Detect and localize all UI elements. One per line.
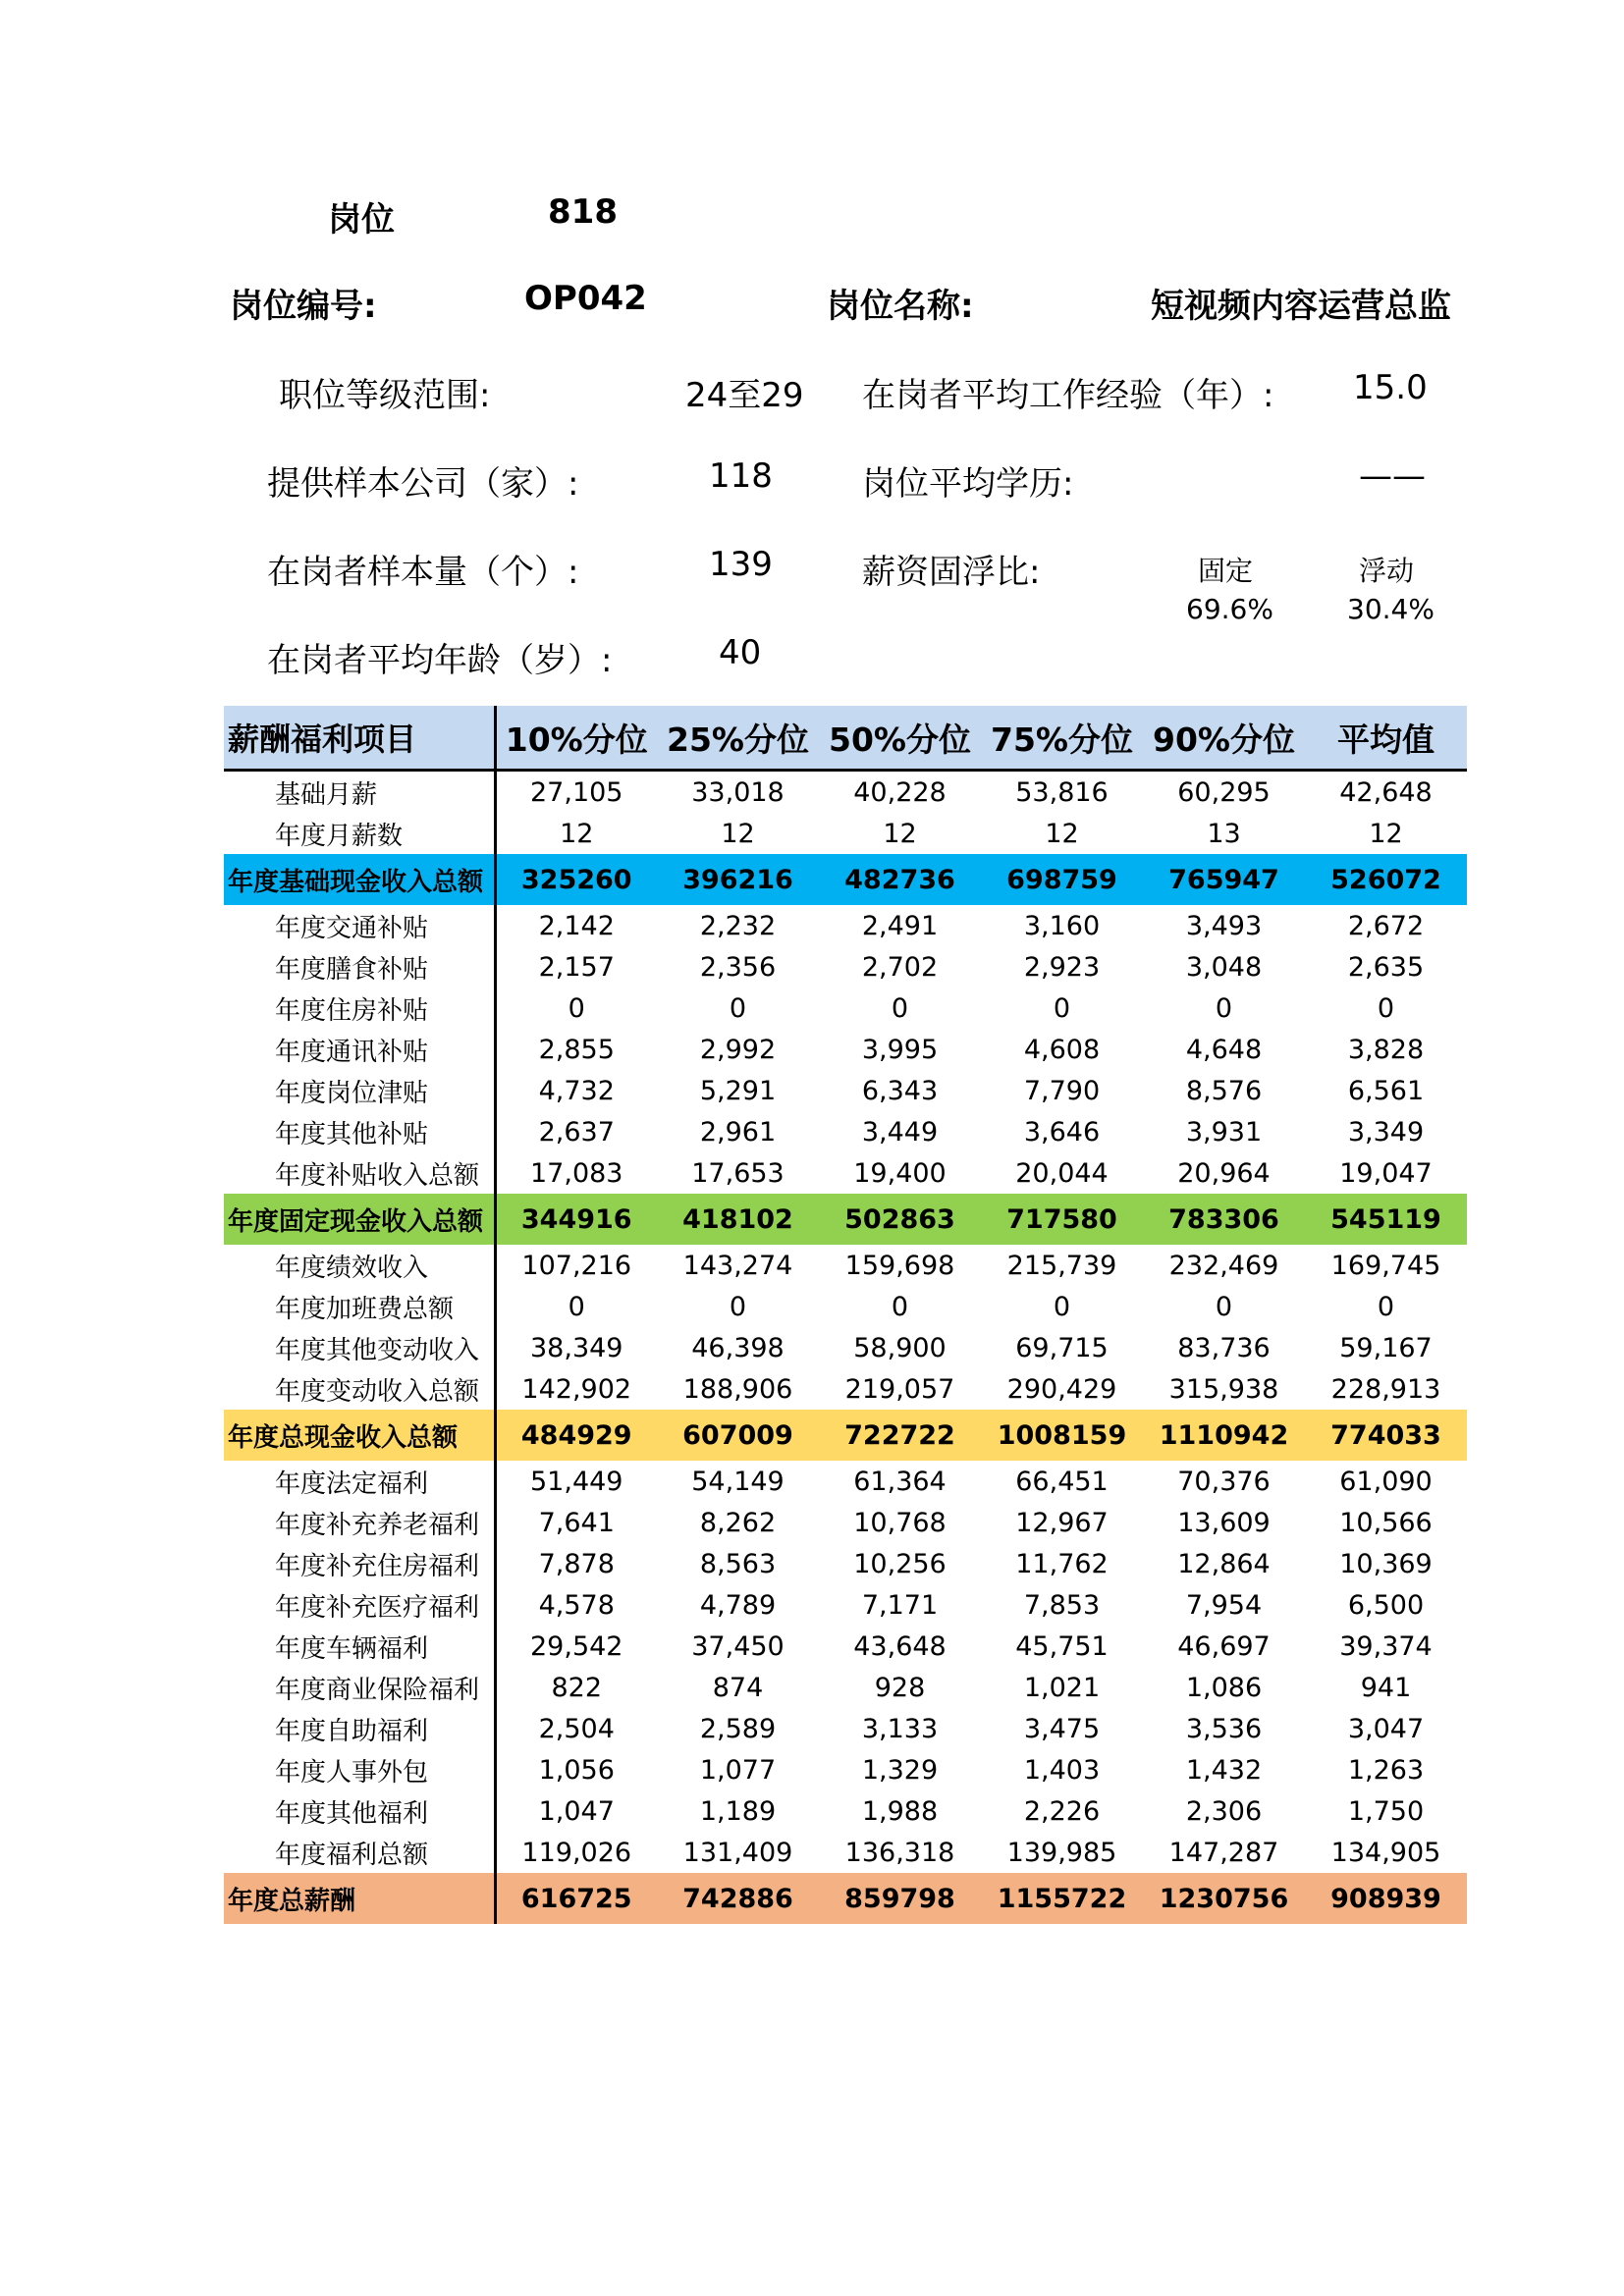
table-cell: 0 xyxy=(1053,992,1071,1024)
table-cell: 4,732 xyxy=(538,1075,615,1106)
table-cell: 12,864 xyxy=(1177,1548,1271,1579)
table-cell: 2,672 xyxy=(1347,910,1425,941)
table-cell: 17,653 xyxy=(691,1157,785,1189)
table-row xyxy=(224,771,1467,814)
row-label: 年度商业保险福利 xyxy=(224,1667,495,1708)
summary-row xyxy=(224,1410,1467,1461)
table-row xyxy=(224,1626,1467,1667)
table-row xyxy=(224,1584,1467,1626)
row-label: 年度其他福利 xyxy=(224,1790,495,1832)
table-cell: 143,274 xyxy=(682,1250,793,1281)
table-cell: 12 xyxy=(1045,818,1079,849)
companies-value: 118 xyxy=(709,456,773,496)
table-cell: 27,105 xyxy=(530,776,623,808)
table-cell: 58,900 xyxy=(853,1332,947,1363)
table-row xyxy=(224,988,1467,1029)
table-cell: 10,369 xyxy=(1339,1548,1433,1579)
column-header: 10%分位 xyxy=(495,706,657,771)
table-cell: 1,403 xyxy=(1023,1754,1101,1786)
table-cell: 19,047 xyxy=(1339,1157,1433,1189)
post-label: 岗位 xyxy=(328,200,395,240)
table-row xyxy=(224,1832,1467,1873)
row-label: 年度补充医疗福利 xyxy=(224,1584,495,1626)
table-cell: 46,697 xyxy=(1177,1630,1271,1662)
table-cell: 169,745 xyxy=(1330,1250,1441,1281)
table-cell: 10,256 xyxy=(853,1548,947,1579)
table-cell: 315,938 xyxy=(1168,1373,1279,1405)
table-cell: 188,906 xyxy=(682,1373,793,1405)
table-cell: 228,913 xyxy=(1330,1373,1441,1405)
table-cell: 2,992 xyxy=(699,1034,777,1065)
row-label: 年度通讯补贴 xyxy=(224,1029,495,1070)
table-cell: 53,816 xyxy=(1015,776,1109,808)
table-cell: 139,985 xyxy=(1006,1837,1117,1868)
table-cell: 0 xyxy=(729,992,747,1024)
row-label: 年度法定福利 xyxy=(224,1461,495,1502)
post-name-value: 短视频内容运营总监 xyxy=(1151,287,1451,326)
education-label: 岗位平均学历: xyxy=(862,464,1074,504)
table-cell: 54,149 xyxy=(691,1466,785,1497)
table-row xyxy=(224,1461,1467,1502)
table-cell: 2,637 xyxy=(538,1116,615,1148)
column-header: 25%分位 xyxy=(657,706,819,771)
table-row xyxy=(224,1708,1467,1749)
table-cell: 7,790 xyxy=(1023,1075,1101,1106)
row-label: 年度总现金收入总额 xyxy=(224,1410,495,1461)
table-cell: 783306 xyxy=(1143,1194,1305,1245)
row-label: 基础月薪 xyxy=(224,771,495,814)
table-cell: 3,160 xyxy=(1023,910,1101,941)
table-cell: 0 xyxy=(1215,992,1233,1024)
table-cell: 2,702 xyxy=(861,951,939,983)
table-row xyxy=(224,1029,1467,1070)
table-cell: 1155722 xyxy=(981,1873,1143,1924)
table-cell: 1,750 xyxy=(1347,1795,1425,1827)
row-label: 年度交通补贴 xyxy=(224,905,495,946)
table-cell: 2,635 xyxy=(1347,951,1425,983)
row-label: 年度自助福利 xyxy=(224,1708,495,1749)
column-header: 75%分位 xyxy=(981,706,1143,771)
column-header: 90%分位 xyxy=(1143,706,1305,771)
table-cell: 6,500 xyxy=(1347,1589,1425,1621)
table-cell: 1,432 xyxy=(1185,1754,1263,1786)
row-label: 年度膳食补贴 xyxy=(224,946,495,988)
table-cell: 7,171 xyxy=(861,1589,939,1621)
row-label: 年度绩效收入 xyxy=(224,1245,495,1286)
row-label: 年度总薪酬 xyxy=(224,1873,495,1924)
table-cell: 3,995 xyxy=(861,1034,939,1065)
table-cell: 2,491 xyxy=(861,910,939,941)
table-cell: 20,964 xyxy=(1177,1157,1271,1189)
table-cell: 502863 xyxy=(819,1194,981,1245)
post-name-label: 岗位名称: xyxy=(827,287,974,326)
grade-value: 24至29 xyxy=(685,376,804,415)
table-cell: 482736 xyxy=(819,854,981,905)
table-cell: 4,578 xyxy=(538,1589,615,1621)
table-cell: 10,566 xyxy=(1339,1507,1433,1538)
table-cell: 874 xyxy=(712,1672,764,1703)
row-label: 年度固定现金收入总额 xyxy=(224,1194,495,1245)
table-cell: 3,828 xyxy=(1347,1034,1425,1065)
table-cell: 1230756 xyxy=(1143,1873,1305,1924)
table-header-row xyxy=(224,706,1467,771)
table-cell: 3,536 xyxy=(1185,1713,1263,1744)
table-cell: 4,789 xyxy=(699,1589,777,1621)
ratio-label: 薪资固浮比: xyxy=(862,553,1041,592)
table-cell: 0 xyxy=(1377,992,1395,1024)
table-cell: 159,698 xyxy=(844,1250,955,1281)
table-cell: 2,855 xyxy=(538,1034,615,1065)
table-cell: 19,400 xyxy=(853,1157,947,1189)
table-cell: 107,216 xyxy=(521,1250,632,1281)
experience-value: 15.0 xyxy=(1353,368,1428,407)
table-cell: 1,086 xyxy=(1185,1672,1263,1703)
post-code-label: 岗位编号: xyxy=(230,287,377,326)
row-label: 年度人事外包 xyxy=(224,1749,495,1790)
table-cell: 3,133 xyxy=(861,1713,939,1744)
column-header: 薪酬福利项目 xyxy=(224,706,495,771)
table-cell: 29,542 xyxy=(530,1630,623,1662)
table-cell: 12,967 xyxy=(1015,1507,1109,1538)
sample-value: 139 xyxy=(709,545,773,584)
table-row xyxy=(224,1667,1467,1708)
table-cell: 3,646 xyxy=(1023,1116,1101,1148)
summary-row xyxy=(224,854,1467,905)
salary-table-body xyxy=(224,706,1467,1924)
table-cell: 2,226 xyxy=(1023,1795,1101,1827)
table-cell: 418102 xyxy=(657,1194,819,1245)
table-row xyxy=(224,1327,1467,1368)
row-label: 年度月薪数 xyxy=(224,813,495,854)
table-cell: 822 xyxy=(551,1672,603,1703)
row-label: 年度变动收入总额 xyxy=(224,1368,495,1410)
age-label: 在岗者平均年龄（岁）: xyxy=(267,641,613,680)
table-cell: 722722 xyxy=(819,1410,981,1461)
table-cell: 46,398 xyxy=(691,1332,785,1363)
table-row xyxy=(224,1245,1467,1286)
table-cell: 13 xyxy=(1207,818,1241,849)
table-cell: 232,469 xyxy=(1168,1250,1279,1281)
table-cell: 2,589 xyxy=(699,1713,777,1744)
table-cell: 3,449 xyxy=(861,1116,939,1148)
row-label: 年度岗位津贴 xyxy=(224,1070,495,1111)
table-cell: 42,648 xyxy=(1339,776,1433,808)
table-cell: 0 xyxy=(568,992,585,1024)
table-cell: 17,083 xyxy=(530,1157,623,1189)
table-cell: 396216 xyxy=(657,854,819,905)
table-cell: 344916 xyxy=(495,1194,657,1245)
table-cell: 20,044 xyxy=(1015,1157,1109,1189)
row-label: 年度其他变动收入 xyxy=(224,1327,495,1368)
table-cell: 3,349 xyxy=(1347,1116,1425,1148)
table-cell: 38,349 xyxy=(530,1332,623,1363)
table-cell: 928 xyxy=(874,1672,926,1703)
table-cell: 12 xyxy=(1369,818,1403,849)
table-cell: 219,057 xyxy=(844,1373,955,1405)
row-label: 年度补贴收入总额 xyxy=(224,1152,495,1194)
table-cell: 1110942 xyxy=(1143,1410,1305,1461)
table-cell: 325260 xyxy=(495,854,657,905)
table-cell: 45,751 xyxy=(1015,1630,1109,1662)
table-cell: 33,018 xyxy=(691,776,785,808)
table-row xyxy=(224,1502,1467,1543)
table-cell: 4,648 xyxy=(1185,1034,1263,1065)
table-cell: 2,306 xyxy=(1185,1795,1263,1827)
row-label: 年度基础现金收入总额 xyxy=(224,854,495,905)
table-cell: 2,961 xyxy=(699,1116,777,1148)
table-cell: 2,504 xyxy=(538,1713,615,1744)
table-cell: 1,021 xyxy=(1023,1672,1101,1703)
table-cell: 290,429 xyxy=(1006,1373,1117,1405)
table-cell: 742886 xyxy=(657,1873,819,1924)
table-cell: 136,318 xyxy=(844,1837,955,1868)
table-cell: 7,878 xyxy=(538,1548,615,1579)
table-row xyxy=(224,946,1467,988)
table-cell: 2,142 xyxy=(538,910,615,941)
table-cell: 131,409 xyxy=(682,1837,793,1868)
table-cell: 142,902 xyxy=(521,1373,632,1405)
table-cell: 1,056 xyxy=(538,1754,615,1786)
education-value: —— xyxy=(1359,456,1426,496)
table-cell: 59,167 xyxy=(1339,1332,1433,1363)
table-cell: 7,853 xyxy=(1023,1589,1101,1621)
table-cell: 70,376 xyxy=(1177,1466,1271,1497)
table-cell: 1,988 xyxy=(861,1795,939,1827)
table-cell: 83,736 xyxy=(1177,1332,1271,1363)
table-cell: 1008159 xyxy=(981,1410,1143,1461)
summary-row xyxy=(224,1194,1467,1245)
table-cell: 1,077 xyxy=(699,1754,777,1786)
table-cell: 607009 xyxy=(657,1410,819,1461)
table-cell: 37,450 xyxy=(691,1630,785,1662)
table-cell: 5,291 xyxy=(699,1075,777,1106)
table-row xyxy=(224,1152,1467,1194)
table-cell: 908939 xyxy=(1305,1873,1467,1924)
table-cell: 51,449 xyxy=(530,1466,623,1497)
table-row xyxy=(224,1111,1467,1152)
table-cell: 774033 xyxy=(1305,1410,1467,1461)
table-cell: 859798 xyxy=(819,1873,981,1924)
table-cell: 3,047 xyxy=(1347,1713,1425,1744)
table-cell: 941 xyxy=(1360,1672,1412,1703)
table-cell: 3,048 xyxy=(1185,951,1263,983)
age-value: 40 xyxy=(719,633,762,672)
table-cell: 10,768 xyxy=(853,1507,947,1538)
table-cell: 717580 xyxy=(981,1194,1143,1245)
table-row xyxy=(224,1286,1467,1327)
table-cell: 40,228 xyxy=(853,776,947,808)
table-cell: 0 xyxy=(891,992,909,1024)
table-cell: 66,451 xyxy=(1015,1466,1109,1497)
row-label: 年度福利总额 xyxy=(224,1832,495,1873)
summary-row xyxy=(224,1873,1467,1924)
table-cell: 0 xyxy=(1053,1291,1071,1322)
table-row xyxy=(224,813,1467,854)
table-cell: 0 xyxy=(891,1291,909,1322)
post-code-value: OP042 xyxy=(524,279,647,318)
table-cell: 3,931 xyxy=(1185,1116,1263,1148)
table-cell: 616725 xyxy=(495,1873,657,1924)
table-cell: 2,356 xyxy=(699,951,777,983)
table-cell: 60,295 xyxy=(1177,776,1271,808)
row-label: 年度补充住房福利 xyxy=(224,1543,495,1584)
table-row xyxy=(224,1790,1467,1832)
table-cell: 69,715 xyxy=(1015,1332,1109,1363)
table-cell: 526072 xyxy=(1305,854,1467,905)
table-cell: 1,189 xyxy=(699,1795,777,1827)
table-cell: 12 xyxy=(721,818,755,849)
salary-table xyxy=(224,706,1467,1924)
table-row xyxy=(224,905,1467,946)
table-cell: 11,762 xyxy=(1015,1548,1109,1579)
table-cell: 8,262 xyxy=(699,1507,777,1538)
row-label: 年度住房补贴 xyxy=(224,988,495,1029)
companies-label: 提供样本公司（家）: xyxy=(267,464,579,504)
table-cell: 119,026 xyxy=(521,1837,632,1868)
table-row xyxy=(224,1543,1467,1584)
table-cell: 2,157 xyxy=(538,951,615,983)
table-cell: 6,561 xyxy=(1347,1075,1425,1106)
column-header: 50%分位 xyxy=(819,706,981,771)
row-label: 年度其他补贴 xyxy=(224,1111,495,1152)
experience-label: 在岗者平均工作经验（年）: xyxy=(862,376,1274,415)
table-cell: 8,563 xyxy=(699,1548,777,1579)
table-cell: 61,364 xyxy=(853,1466,947,1497)
table-row xyxy=(224,1070,1467,1111)
table-cell: 13,609 xyxy=(1177,1507,1271,1538)
table-row xyxy=(224,1749,1467,1790)
table-cell: 765947 xyxy=(1143,854,1305,905)
table-cell: 1,329 xyxy=(861,1754,939,1786)
table-cell: 61,090 xyxy=(1339,1466,1433,1497)
table-cell: 1,263 xyxy=(1347,1754,1425,1786)
post-value: 818 xyxy=(548,192,618,232)
table-cell: 12 xyxy=(883,818,917,849)
table-cell: 43,648 xyxy=(853,1630,947,1662)
table-cell: 8,576 xyxy=(1185,1075,1263,1106)
table-cell: 1,047 xyxy=(538,1795,615,1827)
table-row xyxy=(224,1368,1467,1410)
float-value: 30.4% xyxy=(1347,593,1435,625)
float-label: 浮动 xyxy=(1359,555,1415,587)
table-cell: 7,954 xyxy=(1185,1589,1263,1621)
fixed-value: 69.6% xyxy=(1186,593,1273,625)
sample-label: 在岗者样本量（个）: xyxy=(267,553,579,592)
table-cell: 4,608 xyxy=(1023,1034,1101,1065)
row-label: 年度车辆福利 xyxy=(224,1626,495,1667)
table-cell: 3,475 xyxy=(1023,1713,1101,1744)
table-cell: 0 xyxy=(1215,1291,1233,1322)
table-cell: 12 xyxy=(560,818,594,849)
row-label: 年度补充养老福利 xyxy=(224,1502,495,1543)
table-cell: 698759 xyxy=(981,854,1143,905)
column-header: 平均值 xyxy=(1305,706,1467,771)
table-cell: 147,287 xyxy=(1168,1837,1279,1868)
table-cell: 0 xyxy=(568,1291,585,1322)
table-cell: 7,641 xyxy=(538,1507,615,1538)
table-cell: 39,374 xyxy=(1339,1630,1433,1662)
table-cell: 2,232 xyxy=(699,910,777,941)
table-cell: 3,493 xyxy=(1185,910,1263,941)
table-cell: 134,905 xyxy=(1330,1837,1441,1868)
fixed-label: 固定 xyxy=(1198,555,1254,587)
table-cell: 2,923 xyxy=(1023,951,1101,983)
row-label: 年度加班费总额 xyxy=(224,1286,495,1327)
table-cell: 484929 xyxy=(495,1410,657,1461)
table-cell: 0 xyxy=(1377,1291,1395,1322)
table-cell: 545119 xyxy=(1305,1194,1467,1245)
table-cell: 215,739 xyxy=(1006,1250,1117,1281)
table-cell: 0 xyxy=(729,1291,747,1322)
table-cell: 6,343 xyxy=(861,1075,939,1106)
grade-label: 职位等级范围: xyxy=(279,376,491,415)
